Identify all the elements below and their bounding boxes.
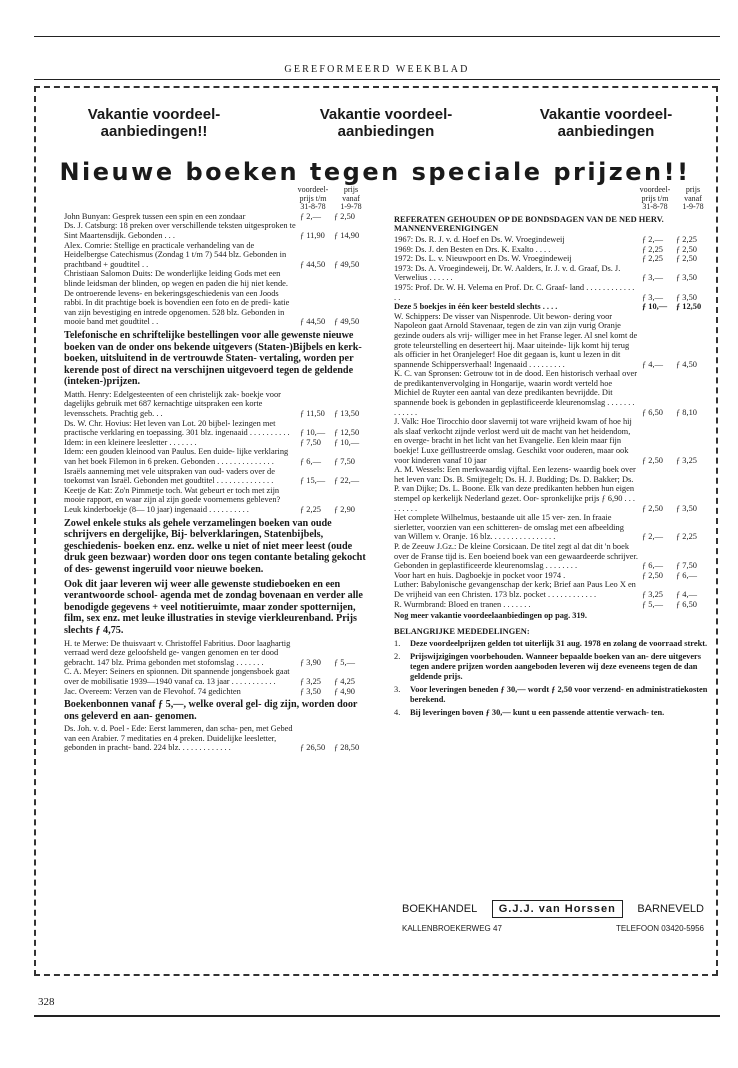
notice-buying: Zowel enkele stuks als gehele verzamelingen boeken van oude schrijvers en dergelijke, Bij- belverklaringen, Statenbijbels, geschiedenis- boeken enz. enz. welke u niet of niet meer leest (oude druk geen bezwaar) worden door ons tegen contante betaling gekocht of des- gewenst ingeruild voor nieuwe boeken. [64, 517, 366, 575]
price-now: ƒ 2,50 [642, 503, 663, 513]
book-text: Keetje de Kat: Zo'n Pimmetje toch. Wat gebeurt er toch met zijn mooie rapport, en waar zijn al zijn goede voornemens gebleven? Leuk kinderboekje (8— 10 jaar) ingenaaid . . . . . . . . . . [64, 485, 281, 514]
price-later: ƒ 3,50 [676, 273, 697, 283]
price-now: ƒ 10,— [642, 302, 668, 312]
price-later: ƒ 12,50 [676, 302, 702, 312]
book-item [394, 264, 712, 283]
note-text: Deze voordeelprijzen gelden tot uiterlijk 31 aug. 1978 en zolang de voorraad strekt. [410, 639, 708, 649]
price-now: ƒ 2,— [300, 211, 321, 221]
price-later: ƒ 14,90 [334, 230, 360, 240]
shop-phone: TELEFOON 03420-5956 [615, 924, 704, 933]
book-item [394, 254, 712, 264]
book-item [394, 600, 712, 610]
price-later: ƒ 2,90 [334, 505, 355, 514]
price-now: ƒ 11,90 [300, 230, 325, 240]
book-text: 1973: Ds. A. Vroegindeweij, Dr. W. Aalders, Ir. J. v. d. Graaf, Ds. J. Verwelius . . . . . . [394, 263, 621, 283]
header-top-rule [34, 36, 720, 37]
banner-line: aanbiedingen!! [100, 123, 208, 140]
price-later: ƒ 49,50 [334, 259, 360, 269]
price-later: ƒ 7,50 [334, 457, 355, 467]
left-column [64, 186, 370, 753]
book-text: J. Valk: Hoe Tirocchio door slavernij tot ware vrijheid kwam of hoe hij als slaaf verkocht zijnde verlost werd uit de macht van het heidendom, en overge- bracht in het licht van het Evangelie. Een klein maar fijn boekje! Luxe geïllustreerde omslag. Geschikt voor ouderen, maar ook voor kinderen vanaf 10 jaar [394, 417, 632, 465]
book-text: Ds. Joh. v. d. Poel - Ede: Eerst lammeren, dan scha- pen, met Gebed van een Arabier. 7 meditaties en 4 preken. Duidelijke leesletter, gebonden in pracht- band. 224 blz. . . . . . . . . . . . . [64, 724, 293, 753]
note-item [394, 685, 712, 705]
note-text: Prijswijzigingen voorbehouden. Wanneer bepaalde boeken van an- dere uitgevers tegen andere prijzen worden aangeboden leveren wij deze eveneens tegen de dan geldende prijs. [410, 652, 702, 682]
book-item [394, 283, 712, 302]
price-now: ƒ 2,— [642, 234, 663, 244]
banner-right [506, 106, 706, 140]
book-item [64, 486, 370, 515]
shop-label: BOEKHANDEL [402, 903, 478, 915]
colhead-b2: vanaf [684, 193, 702, 203]
page-number: 328 [38, 996, 55, 1008]
book-item [64, 212, 370, 222]
colhead-a2: prijs t/m [299, 193, 327, 203]
note-number: 2. [394, 652, 401, 662]
price-now: ƒ 44,50 [300, 259, 326, 269]
price-later: ƒ 49,50 [334, 317, 360, 327]
book-text: 1969: Ds. J. den Besten en Drs. K. Exalto . . . . [394, 244, 551, 254]
book-text: Het complete Wilhelmus, bestaande uit alle 15 ver- zen. In fraaie sierletter, voorzien van een schitteren- de omslag met een afbeelding van Willem v. Oranje. 16 blz. . . . . . . . . . . . . . . . [394, 513, 624, 542]
price-now: ƒ 3,25 [300, 676, 321, 686]
notice-orders: Telefonische en schriftelijke bestellingen voor alle gewenste nieuwe boeken van de onder ons bekende uitgevers (Staten-)Bijbels en kerk- boeken, uitsluitend in de vertrouwde Staten- vertaling, worden per kerende post of direct na verschijnen uitgevoerd tegen de geldende (inteken-)prijzen. [64, 329, 362, 388]
book-item [64, 447, 370, 466]
banner-line: Vakantie voordeel- [539, 106, 673, 123]
colhead-b1: prijs [685, 185, 701, 194]
price-now: ƒ 3,25 [642, 589, 663, 599]
book-item [64, 639, 370, 668]
book-text: Idem: een gouden kleinood van Paulus. Een duide- lijke verklaring van het boek Filemon in 6 preken. Gebonden . . . . . . . . . . . . . . [64, 447, 289, 467]
price-later: ƒ 3,50 [676, 292, 697, 302]
book-text: R. Wurmbrand: Bloed en tranen . . . . . . . [394, 599, 531, 609]
price-later: ƒ 28,50 [334, 743, 360, 753]
book-item [64, 269, 370, 327]
book-item [64, 221, 370, 240]
colhead-a3: 31-8-78 [642, 202, 668, 212]
colhead-b3: 1-9-78 [340, 202, 362, 212]
book-item [394, 571, 712, 581]
book-text: Deze 5 boekjes in één keer besteld slechts . . . . [394, 302, 558, 312]
shop-address: KALLENBROEKERWEG 47 [402, 924, 502, 933]
book-item [394, 302, 712, 312]
book-text: Luther: Babylonische gevangenschap der kerk; Brief aan Paus Leo X en De vrijheid van een Christen. 173 blz. pocket . . . . . . . . . . . . [394, 580, 636, 599]
shop-city: BARNEVELD [637, 903, 704, 915]
price-later: ƒ 6,50 [676, 599, 697, 609]
colhead-a1: voordeel- [297, 185, 329, 194]
price-now: ƒ 5,— [642, 599, 663, 609]
book-text: Idem: in een kleinere leesletter . . . . . . . [64, 437, 197, 447]
price-now: ƒ 2,50 [642, 455, 663, 465]
book-item [64, 687, 370, 697]
price-later: ƒ 13,50 [334, 409, 360, 419]
colhead-b2: vanaf [342, 193, 360, 203]
price-now: ƒ 2,25 [642, 244, 663, 254]
banner-line: aanbiedingen [557, 123, 655, 140]
price-later: ƒ 3,25 [676, 455, 697, 465]
price-later: ƒ 7,50 [676, 561, 697, 571]
book-text: 1972: Ds. L. v. Nieuwpoort en Ds. W. Vroegindeweij [394, 254, 572, 264]
book-item [64, 438, 370, 448]
price-now: ƒ 26,50 [300, 743, 326, 753]
colhead-b3: 1-9-78 [682, 202, 704, 212]
book-text: Ds. W. Chr. Hovius: Het leven van Lot. 20 bijbel- lezingen met practische verklaring en toepassing. 301 blz. ingenaaid . . . . . . . . . . [64, 418, 290, 438]
book-item [64, 419, 370, 438]
book-text: P. de Zeeuw J.Gz.: De kleine Corsicaan. De titel zegt al dat dit 'n boek over de Franse tijd is. Een boeiend boek van een gewaardeerde schrijver. Gebonden in geplastificeerde kleurenomslag . . . . . . . . [394, 541, 638, 571]
price-later: ƒ 10,— [334, 437, 360, 447]
price-now: ƒ 3,90 [300, 657, 321, 667]
colhead-b1: prijs [343, 185, 359, 194]
banner-line: Vakantie voordeel- [87, 106, 221, 123]
book-item [64, 667, 370, 686]
price-column-header [64, 186, 370, 212]
price-now: ƒ 6,— [642, 561, 663, 571]
book-item [394, 465, 712, 513]
book-text: W. Schippers: De visser van Nispenrode. Uit bewon- dering voor Napoleon gaat Arnold Stavenaar, tegen de zin van zijn vurig Oranje gezinde ouders als vrij- williger mee in het Franse leger. Al snel komt de grote teleurstelling en deserteert hij. Maar uiteinde- lijk komt hij terug als officier in het Oranjeleger! Hoe dit gegaan is, kunt u lezen in dit spannende Schippersverhaal! Ingenaaid . . . . . . . . . [394, 311, 638, 369]
price-now: ƒ 6,50 [642, 407, 663, 417]
book-text: Matth. Henry: Edelgesteenten of een christelijk zak- boekje voor dagelijks gebruik met 687 kernachtige uitspraken een korte levensschets. Prachtig geb. . . [64, 389, 281, 419]
price-now: ƒ 6,— [300, 457, 321, 467]
price-later: ƒ 5,— [334, 657, 355, 667]
price-later: ƒ 4,90 [334, 686, 355, 696]
right-column [394, 186, 712, 721]
price-column-header [394, 186, 712, 212]
notice-vouchers: Boekenbonnen vanaf ƒ 5,—, welke overal gel- dig zijn, worden door ons geleverd en aan- genomen. [64, 699, 358, 722]
note-number: 3. [394, 685, 401, 695]
note-item [394, 652, 712, 682]
book-text: Jac. Overeem: Verzen van de Flevohof. 74 gedichten [64, 686, 241, 696]
book-item [394, 580, 712, 599]
price-later: ƒ 12,50 [334, 428, 360, 438]
note-text: Bij leveringen boven ƒ 30,— kunt u een passende attentie verwach- ten. [410, 708, 665, 718]
book-item [64, 724, 370, 753]
page-header: GEREFORMEERD WEEKBLAD [284, 64, 470, 75]
price-later: ƒ 2,50 [676, 254, 697, 264]
price-later: ƒ 3,50 [676, 503, 697, 513]
section-title-referaten: REFERATEN GEHOUDEN OP DE BONDSDAGEN VAN DE NED HERV. MANNENVERENIGINGEN [394, 214, 664, 234]
book-item [394, 369, 712, 417]
price-later: ƒ 8,10 [676, 407, 697, 417]
price-now: ƒ 3,50 [300, 686, 321, 696]
price-later: ƒ 4,25 [334, 676, 355, 686]
book-item [394, 417, 712, 465]
book-item [394, 542, 712, 571]
book-text: Voor hart en huis. Dagboekje in pocket voor 1974 . [394, 570, 566, 580]
price-later: ƒ 2,25 [676, 234, 697, 244]
price-later: ƒ 6,— [676, 570, 697, 580]
note-item [394, 708, 712, 718]
price-later: ƒ 2,25 [676, 532, 697, 542]
notes-title: BELANGRIJKE MEDEDELINGEN: [394, 626, 530, 636]
price-now: ƒ 2,— [642, 532, 663, 542]
banner-left [54, 106, 254, 140]
colhead-a2: prijs t/m [641, 193, 669, 203]
price-now: ƒ 44,50 [300, 317, 326, 327]
price-now: ƒ 15,— [300, 476, 326, 486]
book-item [394, 235, 712, 245]
note-number: 1. [394, 639, 401, 649]
book-item [64, 467, 370, 486]
bookshop-signature [402, 900, 704, 933]
price-now: ƒ 3,— [642, 273, 663, 283]
price-now: ƒ 4,— [642, 359, 663, 369]
book-item [394, 513, 712, 542]
book-text: 1975: Prof. Dr. W. H. Velema en Prof. Dr. C. Graaf- land . . . . . . . . . . . . . . [394, 282, 635, 302]
colhead-a1: voordeel- [639, 185, 671, 194]
note-number: 4. [394, 708, 401, 718]
book-item [394, 245, 712, 255]
book-text: H. te Merwe: De thuisvaart v. Christoffel Fabritius. Door laaghartig verraad werd deze geloofsheld ge- vangen genomen en ter dood gebracht. 147 blz. Prima gebonden met stofomslag . . . . . . . [64, 638, 291, 667]
book-item [64, 241, 370, 270]
book-text: A. M. Wessels: Een merkwaardig vijftal. Een lezens- waardig boek over het leven van: Ds. B. Smijtegelt; Ds. H. J. Budding; Ds. D. Bakker; Ds. P. van Dijke; Ds. L. Boone. Elk van deze predikanten hebben hun eigen stempel op kerkelijk Nederland gezet. Oor- spronkelijke prijs ƒ 6,90 . . . . . . . . . [394, 465, 636, 513]
price-later: ƒ 22,— [334, 476, 360, 486]
book-text: Christiaan Salomon Duits: De wonderlijke leiding Gods met een blinde leidsman der blinden, op wegen en paden die hij niet kende. De ontroerende levens- en bekeringsgeschiedenis van een Joods rabbi. In dit prachtige boek is bovendien een foto en de predi- katie van zijn bevestiging en intrede opgenomen. 528 blz. Gebonden in mooie band met goudtitel . . [64, 269, 290, 327]
footer-rule [34, 1015, 720, 1017]
notice-schoolagenda: Ook dit jaar leveren wij weer alle gewenste studieboeken en een verantwoorde school- agenda met de zondag bovenaan en verder alle benodigde gegevens + veel notitieruimte, maar zonder spotternijen, film, sex enz. met leuke illustraties in stevige vierkleurenband. Prijs slechts ƒ 4,75. [64, 578, 363, 636]
price-now: ƒ 2,25 [642, 254, 663, 264]
book-text: Israëls aanneming met vele uitspraken van oud- vaders over de toekomst van Israël. Gebonden met goudtitel . . . . . . . . . . . . . . [64, 466, 275, 486]
headline: Nieuwe boeken tegen speciale prijzen!! [59, 158, 691, 186]
banner-line: Vakantie voordeel- [319, 106, 453, 123]
price-now: ƒ 2,50 [642, 570, 663, 580]
book-text: C. A. Meyer: Seiners en spionnen. Dit spannende jongensboek gaat over de mobilisatie 1939—1940 vanaf ca. 13 jaar . . . . . . . . . . . [64, 667, 290, 686]
book-text: 1967: Ds. R. J. v. d. Hoef en Ds. W. Vroegindeweij [394, 234, 565, 244]
price-later: ƒ 2,50 [334, 211, 355, 221]
banner-line: aanbiedingen [337, 123, 435, 140]
header-bottom-rule [34, 79, 720, 80]
book-text: Alex. Comrie: Stellige en practicale verhandeling van de Heidelbergse Catechismus (Zondag 1 t/m 7) 544 blz. Gebonden in prachtband + goudtitel . . [64, 240, 287, 269]
price-later: ƒ 4,50 [676, 359, 697, 369]
price-now: ƒ 2,25 [300, 505, 321, 514]
note-item [394, 639, 712, 649]
price-now: ƒ 10,— [300, 428, 326, 438]
price-later: ƒ 2,50 [676, 244, 697, 254]
shop-logo: G.J.J. van Horssen [492, 900, 623, 918]
price-later: ƒ 4,— [676, 589, 697, 599]
colhead-a3: 31-8-78 [300, 202, 326, 212]
book-item [394, 312, 712, 370]
book-text: Ds. J. Catsburg: 18 preken over verschillende teksten uitgesproken te Sint Maartensdijk. Gebonden . . . [64, 221, 296, 240]
book-item [64, 390, 370, 419]
price-now: ƒ 11,50 [300, 409, 325, 419]
price-now: ƒ 3,— [642, 292, 663, 302]
note-text: Voor leveringen beneden ƒ 30,— wordt ƒ 2,50 voor verzend- en administratiekosten berekend. [410, 685, 708, 705]
banner-center [286, 106, 486, 140]
more-offers-note: Nog meer vakantie voordeelaanbiedingen op pag. 319. [394, 611, 587, 621]
price-now: ƒ 7,50 [300, 437, 321, 447]
book-text: K. C. van Spronsen: Getrouw tot in de dood. Een historisch verhaal over de predikantenvervolging in Hongarije, waarin wordt verteld hoe Michiel de Ruyter een aantal van deze predikanten bevrijdde. Dit spannende boek is gebonden in geplastificeerde kleurenomslag . . . . . . . . . . . . . [394, 369, 638, 417]
book-text: John Bunyan: Gesprek tussen een spin en een zondaar [64, 211, 246, 221]
